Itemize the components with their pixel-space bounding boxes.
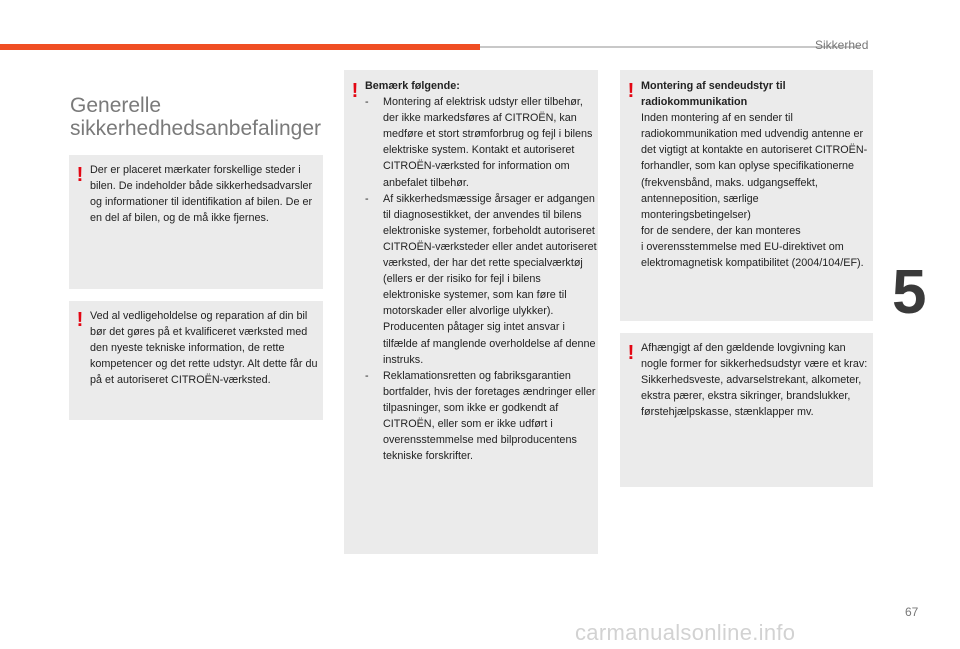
warning-box-radio [620,70,873,321]
list-dash: - [365,96,369,109]
radio-paragraph: for de sendere, der kan monteres [641,224,801,237]
notice-heading: Bemærk følgende: [365,80,460,92]
radio-heading: Montering af sendeudstyr til radiokommunikation [641,80,786,109]
warning-icon: ! [627,342,635,364]
warning-icon: ! [627,80,635,102]
list-item [365,191,597,368]
radio-paragraph: Inden montering af en sender til radiokommunikation med udvendig antenne er det vigtigt at kontakte en autoriseret CITROËN-forhandler, som kan oplyse specifikationerne (frekvensbånd, maks. udgangseffekt, antenneposition, særlige monteringsbetingelser) [641,112,868,221]
watermark: carmanualsonline.info [575,620,796,645]
warning-box-equipment [620,333,873,487]
page-title [70,94,340,140]
warning-text-radio [641,78,871,271]
warning-box-labels [69,155,323,289]
section-title: Sikkerhed [815,38,869,52]
page-title-line2: sikkerhedhedsanbefalinger [70,117,322,140]
radio-paragraph: i overensstemmelse med EU-direktivet om elektromagnetisk kompatibilitet (2004/104/EF). [641,240,864,270]
warning-text-labels: Der er placeret mærkater forskellige steder i bilen. De indeholder både sikkerhedsadvarsler og informationer til identifikation af bilen. De er en del af bilen, og de må ikke fjernes. [90,164,313,225]
warning-box-maintenance [69,301,323,420]
list-item [365,368,597,465]
warning-icon: ! [76,309,84,331]
list-item-text: Montering af elektrisk udstyr eller tilbehør, der ikke markedsføres af CITROËN, kan medføre et stort strømforbrug og fejl i bilens elektriske system. Kontakt et autoriseret CITROËN-værksted for information om anbefalet tilbehør. [383,96,593,189]
warning-icon: ! [76,164,84,186]
list-item-text: Reklamationsretten og fabriksgarantien bortfalder, hvis der foretages ændringer eller tilpasninger, som ikke er godkendt af CITROËN, eller som er ikke udført i overensstemmelse med bilproducentens tekniske forskrifter. [383,369,596,463]
warning-text-maintenance: Ved al vedligeholdelse og reparation af din bil bør det gøres på et kvalificeret værksted med den nyeste tekniske information, de rette kompetencer og det rette udstyr. Alt dette får du på et autoriseret CITROËN-værksted. [90,310,318,387]
page-number: 67 [905,605,919,619]
list-dash: - [365,369,369,382]
header-accent-bar [0,44,480,50]
list-item-text: Af sikkerhedsmæssige årsager er adgangen til diagnosestikket, der anvendes til bilens elektroniske systemer, forbeholdt autoriseret CITROËN-værksteder eller andet autoriseret værksted, der har det rette specialværktøj (ellers er der risiko for fejl i bilens elektroniske systemer, som kan føre til motorskader eller alvorlige ulykker). Producenten påtager sig intet ansvar i tilfælde af manglende overholdelse af denne instruks. [383,192,597,366]
chapter-number: 5 [892,258,927,327]
header-rule [480,46,860,48]
warning-text-equipment: Afhængigt af den gældende lovgivning kan nogle former for sikkerhedsudstyr være et krav: Sikkerhedsveste, advarselstrekant, alkometer, ekstra pærer, ekstra sikringer, brandslukker, førstehjælpskasse, stænklapper mv. [641,342,868,419]
warning-box-notice [344,70,598,554]
list-dash: - [365,192,369,205]
warning-icon: ! [351,80,359,102]
list-item [365,94,597,191]
warning-text-notice [365,78,597,464]
page-title-line1: Generelle [70,94,162,117]
